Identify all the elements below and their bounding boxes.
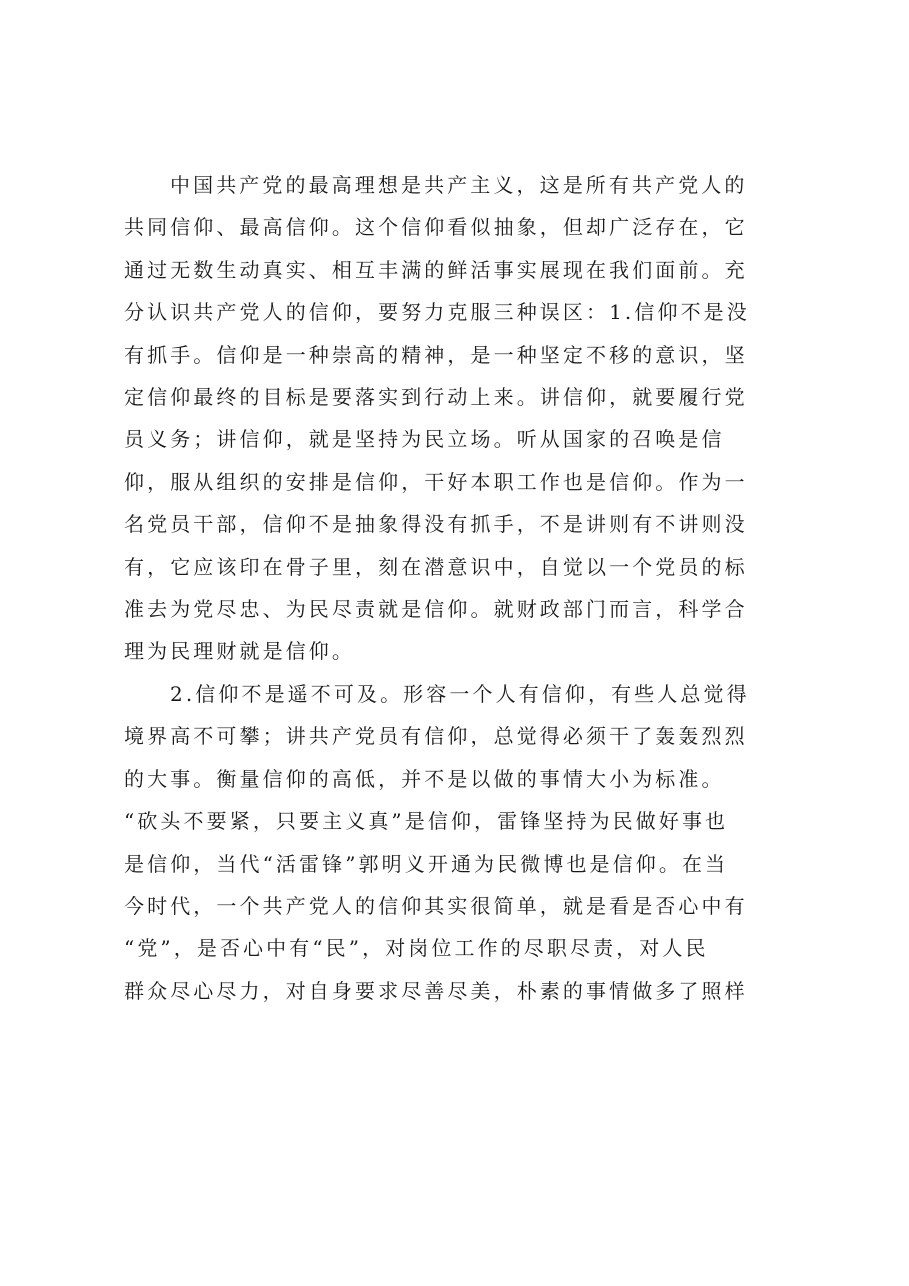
text-line: 共同信仰、最高信仰。这个信仰看似抽象，但却广泛存在，它 <box>124 215 748 240</box>
text-line: 群众尽心尽力，对自身要求尽善尽美，朴素的事情做多了照样 <box>124 978 748 1003</box>
text-line: 是信仰，当代“活雷锋”郭明义开通为民微博也是信仰。在当 <box>124 851 729 876</box>
text-line: 名党员干部，信仰不是抽象得没有抓手，不是讲则有不讲则没 <box>124 512 748 537</box>
text-line: “党”，是否心中有“民”，对岗位工作的尽职尽责，对人民 <box>124 936 709 961</box>
text-line: 2.信仰不是遥不可及。形容一个人有信仰，有些人总觉得 <box>170 681 750 706</box>
text-line: 准去为党尽忠、为民尽责就是信仰。就财政部门而言，科学合 <box>124 597 748 622</box>
text-line: “砍头不要紧，只要主义真”是信仰，雷锋坚持为民做好事也 <box>124 809 729 834</box>
text-line: 理为民理财就是信仰。 <box>124 639 355 664</box>
text-line: 员义务；讲信仰，就是坚持为民立场。听从国家的召唤是信 <box>124 427 725 452</box>
text-line: 有，它应该印在骨子里，刻在潜意识中，自觉以一个党员的标 <box>124 554 748 579</box>
text-line: 的大事。衡量信仰的高低，并不是以做的事情大小为标准。 <box>124 766 725 791</box>
text-line: 通过无数生动真实、相互丰满的鲜活事实展现在我们面前。充 <box>124 257 748 282</box>
text-line: 定信仰最终的目标是要落实到行动上来。讲信仰，就要履行党 <box>124 385 748 410</box>
text-line: 分认识共产党人的信仰，要努力克服三种误区：1.信仰不是没 <box>124 300 750 325</box>
text-line: 有抓手。信仰是一种崇高的精神，是一种坚定不移的意识，坚 <box>124 342 748 367</box>
paragraph-2 <box>124 673 800 1012</box>
text-line: 境界高不可攀；讲共产党员有信仰，总觉得必须干了轰轰烈烈 <box>124 724 748 749</box>
document-body <box>124 164 800 1012</box>
text-line: 仰，服从组织的安排是信仰，干好本职工作也是信仰。作为一 <box>124 469 748 494</box>
text-line: 中国共产党的最高理想是共产主义，这是所有共产党人的 <box>170 173 748 197</box>
paragraph-1 <box>124 164 800 673</box>
text-line: 今时代，一个共产党人的信仰其实很简单，就是看是否心中有 <box>124 893 748 918</box>
